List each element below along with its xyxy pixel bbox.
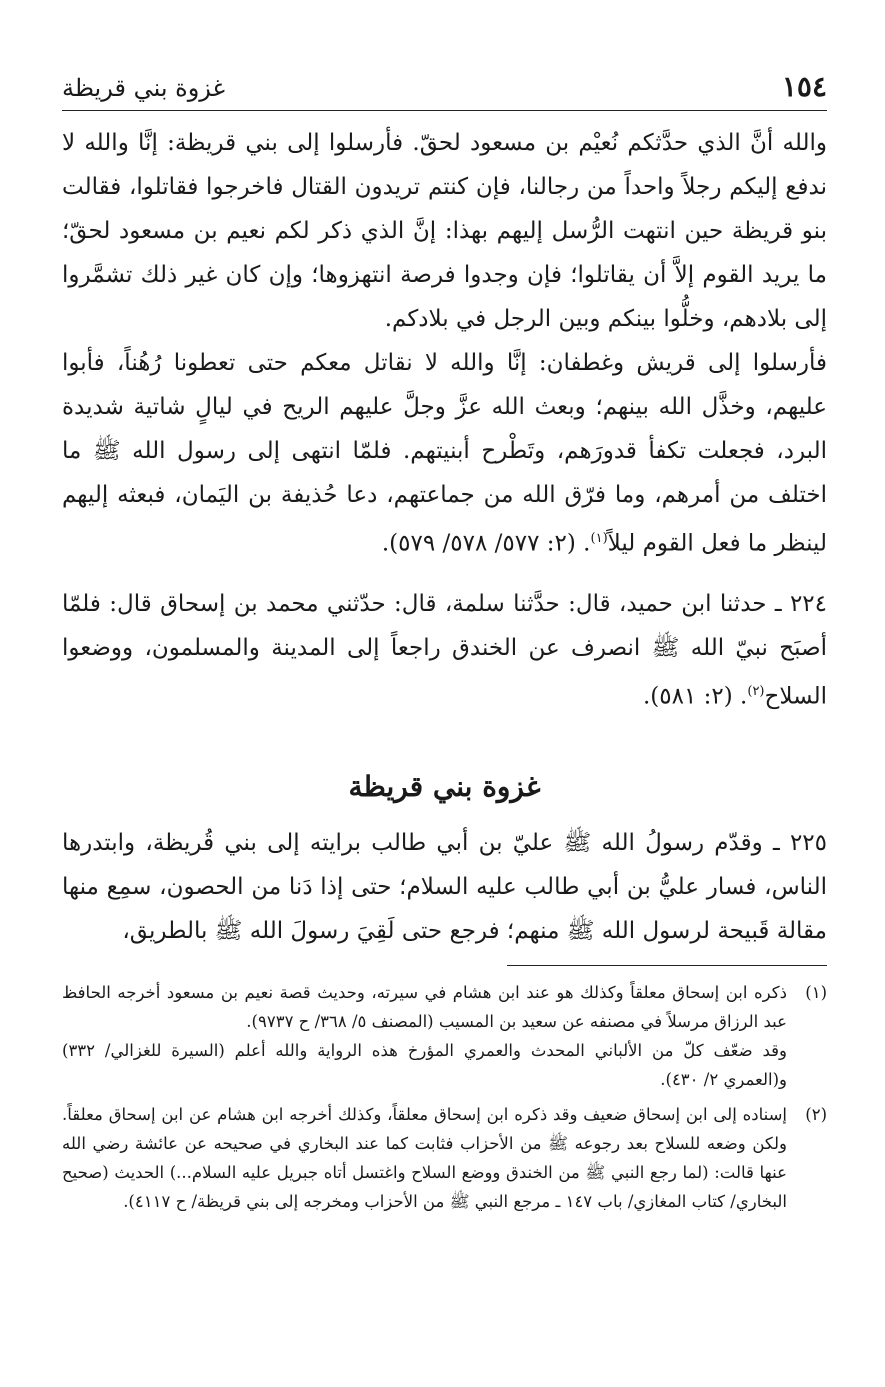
page-header <box>62 70 827 110</box>
footnote-number: (٢) <box>805 1105 827 1125</box>
citation-ref: . (٢: ٥٨١). <box>642 683 748 710</box>
footnote-text: وقد ضعّف كلّ من الألباني المحدث والعمري المؤرخ هذه الرواية والله أعلم (السيرة للغزالي/ ٣٣٢) و(العمري ٢/ ٤٣٠). <box>62 1041 787 1090</box>
paragraph-224 <box>62 582 827 719</box>
paragraph-2-text: فأرسلوا إلى قريش وغطفان: إنَّا والله لا نقاتل معكم حتى تعطونا رُهُناً، فأبوا عليهم، وخذَّل الله بينهم؛ وبعث الله عزَّ وجلَّ عليهم الريح في ليالٍ شاتية شديدة البرد، فجعلت تكفأ قدورَهم، وتَطْرح أبنيتهم. فلمّا انتهى إلى رسول الله ﷺ ما اختلف من أمرهم، وما فرّق الله من جماعتهم، دعا حُذيفة بن اليَمان، فبعثه إليهم لينظر ما فعل القوم ليلاً <box>62 350 827 557</box>
footnote-marker-1[interactable]: (١) <box>590 531 608 546</box>
page-number: ١٥٤ <box>781 70 827 103</box>
paragraph-224-text: ٢٢٤ ـ حدثنا ابن حميد، قال: حدَّثنا سلمة، قال: حدّثني محمد بن إسحاق قال: فلمّا أصبَح نبيّ الله ﷺ انصرف عن الخندق راجعاً إلى المدينة والمسلمون، ووضعوا السلاح <box>62 590 827 710</box>
footnote-marker-2[interactable]: (٢) <box>747 683 765 699</box>
section-heading: غزوة بني قريظة <box>348 770 541 804</box>
footnote-1 <box>62 978 827 1094</box>
footnote-number: (١) <box>805 983 827 1003</box>
book-page <box>62 70 827 1222</box>
footnote-2 <box>62 1100 827 1216</box>
spacer <box>62 566 827 582</box>
paragraph-2 <box>62 341 827 566</box>
footnote-separator <box>507 965 827 966</box>
paragraph-225: ٢٢٥ ـ وقدّم رسولُ الله ﷺ عليّ بن أبي طالب برايته إلى بني قُريظة، وابتدرها الناس، فسار عليُّ بن أبي طالب عليه السلام؛ حتى إذا دَنا من الحصون، سمِع منها مقالة قَبيحة لرسول الله ﷺ منهم؛ فرجع حتى لَقِيَ رسولَ الله ﷺ بالطريق، <box>62 830 827 945</box>
paragraph-1: والله أنَّ الذي حدَّثكم نُعيْم بن مسعود لحقّ. فأرسلوا إلى بني قريظة: إنَّا والله لا ندفع إليكم رجلاً واحداً من رجالنا، فإن كنتم تريدون القتال فاخرجوا فقاتلوا، فقالت بنو قريظة حين انتهت الرُّسل إليهم بهذا: إنَّ الذي ذكر لكم نعيم بن مسعود لحقّ؛ ما يريد القوم إلاَّ أن يقاتلوا؛ فإن وجدوا فرصة انتهزوها؛ وإن كان غير ذلك تشمَّروا إلى بلادهم، وخلُّوا بينكم وبين الرجل في بلادكم. <box>62 130 827 332</box>
footnote-text: ذكره ابن إسحاق معلقاً وكذلك هو عند ابن هشام في سيرته، وحديث قصة نعيم بن مسعود أخرجه الحافظ عبد الرزاق مرسلاً في مصنفه عن سعيد بن المسيب (المصنف ٥/ ٣٦٨/ ح ٩٧٣٧). <box>62 983 787 1032</box>
footnote-text: إسناده إلى ابن إسحاق ضعيف وقد ذكره ابن إسحاق معلقاً، وكذلك أخرجه ابن هشام عن ابن إسحاق معلقاً. ولكن وضعه للسلاح بعد رجوعه ﷺ من الأحزاب فثابت كما عند البخاري في صحيحه عن عائشة رضي الله عنها قالت: (لما رجع النبي ﷺ من الخندق ووضع السلاح واغتسل أتاه جبريل عليه السلام...) الحديث (صحيح البخاري/ كتاب المغازي/ باب ١٤٧ ـ مرجع النبي ﷺ من الأحزاب ومخرجه إلى بني قريظة/ ح ٤١١٧). <box>62 1105 787 1212</box>
citation-ref: . (٢: ٥٧٧/ ٥٧٨/ ٥٧٩). <box>381 530 591 557</box>
header-rule <box>62 110 827 111</box>
running-title: غزوة بني قريظة <box>62 74 226 102</box>
